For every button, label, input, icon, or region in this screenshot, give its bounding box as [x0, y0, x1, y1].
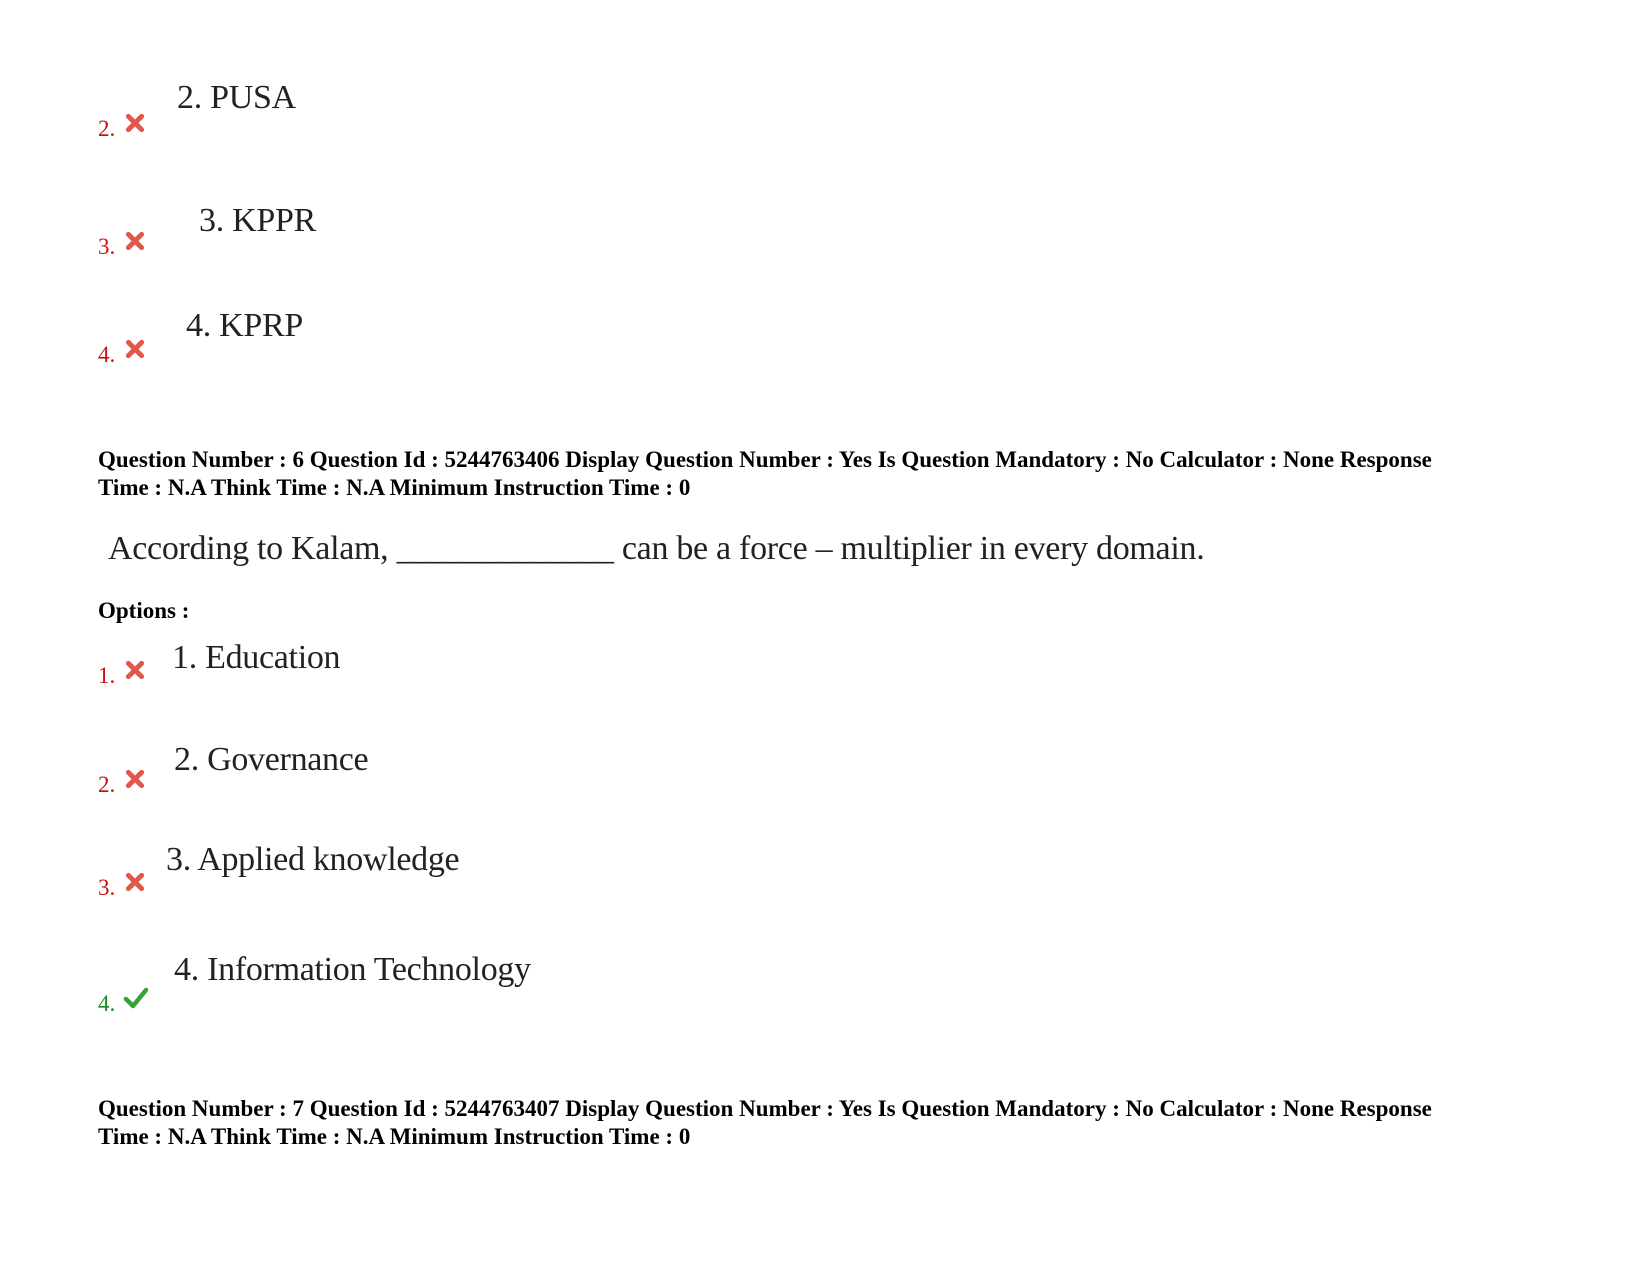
option-text: 2. Governance — [174, 741, 369, 778]
option-number: 2. — [98, 116, 116, 141]
check-icon — [123, 986, 149, 1010]
question-meta — [98, 446, 1578, 502]
option-text: 4. KPRP — [186, 307, 303, 344]
option-number: 3. — [98, 234, 116, 259]
options-label: Options : — [98, 598, 190, 623]
question-meta-line: Question Number : 6 Question Id : 5244763406 Display Question Number : Yes Is Question Mandatory : No Calculator : None Response — [98, 447, 1432, 472]
question-meta-line: Time : N.A Think Time : N.A Minimum Instruction Time : 0 — [98, 1124, 691, 1149]
cross-icon — [124, 338, 146, 360]
option-number: 4. — [98, 342, 116, 367]
option-text: 4. Information Technology — [174, 951, 531, 988]
option-number: 3. — [98, 875, 116, 900]
question-meta-line: Time : N.A Think Time : N.A Minimum Instruction Time : 0 — [98, 475, 691, 500]
option-text: 1. Education — [172, 639, 341, 676]
cross-icon — [124, 659, 146, 681]
option-number: 4. — [98, 991, 116, 1016]
option-number: 2. — [98, 772, 116, 797]
cross-icon — [124, 112, 146, 134]
cross-icon — [124, 871, 146, 893]
option-text: 3. Applied knowledge — [166, 841, 460, 878]
question-stem: According to Kalam, _____________ can be a force – multiplier in every domain. — [108, 530, 1205, 567]
option-text: 3. KPPR — [199, 202, 316, 239]
question-meta-line: Question Number : 7 Question Id : 5244763407 Display Question Number : Yes Is Question Mandatory : No Calculator : None Response — [98, 1096, 1432, 1121]
option-text: 2. PUSA — [177, 79, 296, 116]
cross-icon — [124, 230, 146, 252]
cross-icon — [124, 768, 146, 790]
question-meta — [98, 1095, 1578, 1151]
option-number: 1. — [98, 663, 116, 688]
